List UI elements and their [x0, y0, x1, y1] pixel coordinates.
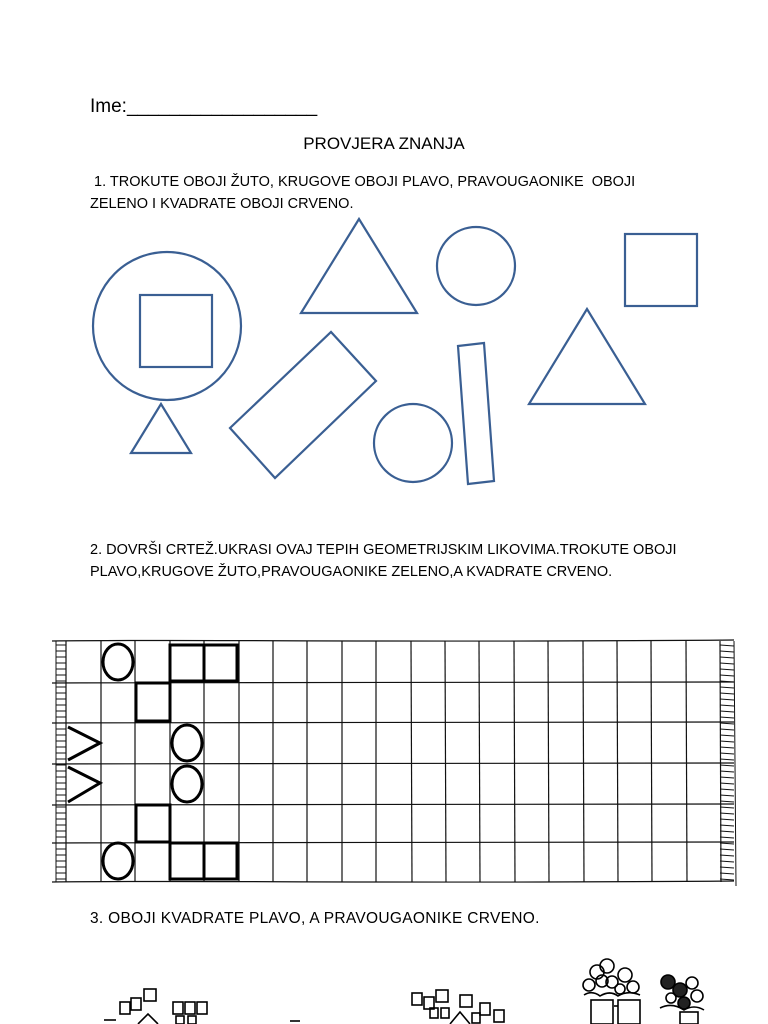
pattern-triangle-2[interactable]: [68, 767, 100, 802]
flower-pot-icon-2[interactable]: [660, 975, 704, 1024]
task-3-instructions: [90, 910, 540, 928]
fringe-right: [720, 867, 734, 868]
tilted-rectangle-shape[interactable]: [230, 332, 376, 478]
fringe-right: [720, 813, 734, 814]
top-circle-shape[interactable]: [437, 227, 515, 305]
grid-column-line: [479, 641, 480, 882]
grid-column-line: [686, 641, 687, 882]
fringe-right: [720, 705, 734, 706]
fringe-right: [720, 837, 734, 838]
fringe-right: [720, 675, 734, 676]
task-2-instructions: [90, 539, 677, 583]
grid-column-line: [583, 641, 584, 882]
large-circle-shape[interactable]: [93, 252, 241, 400]
grid-column-line: [514, 641, 515, 882]
fringe-right: [720, 687, 734, 688]
fringe-right: [720, 759, 734, 760]
pattern-circle-bottom[interactable]: [103, 843, 133, 879]
task-2-line-2: PLAVO,KRUGOVE ŽUTO,PRAVOUGAONIKE ZELENO,A KVADRATE CRVENO.: [90, 564, 613, 580]
fringe-right: [720, 843, 734, 844]
fringe-right: [720, 645, 734, 646]
pattern-square-row5[interactable]: [136, 805, 170, 842]
fringe-right: [720, 873, 734, 874]
fringe-right: [720, 657, 734, 658]
name-field-label[interactable]: Ime:__________________: [90, 96, 318, 117]
large-triangle-shape[interactable]: [301, 219, 417, 313]
fringe-right: [720, 789, 734, 790]
fringe-right: [720, 753, 734, 754]
fringe-right: [720, 717, 734, 718]
fringe-right: [720, 855, 734, 856]
small-triangle-shape[interactable]: [131, 404, 191, 453]
grid-row-line: [52, 640, 734, 641]
fringe-right: [720, 861, 734, 862]
fringe-right: [720, 699, 734, 700]
task-1-line-2: ZELENO I KVADRATE OBOJI CRVENO.: [90, 196, 354, 212]
fringe-right: [720, 663, 734, 664]
grid-row-line: [52, 842, 734, 843]
fringe-right: [720, 801, 734, 802]
page-title: PROVJERA ZNANJA: [303, 134, 465, 153]
grid-row-line: [52, 804, 734, 805]
grid-row-line: [52, 722, 734, 723]
pattern-circle-mid-1[interactable]: [172, 725, 202, 761]
fringe-right: [720, 681, 734, 682]
fringe-right: [720, 807, 734, 808]
pattern-triangle-1[interactable]: [68, 727, 100, 760]
task-2-line-1: 2. DOVRŠI CRTEŽ.UKRASI OVAJ TEPIH GEOMETRIJSKIM LIKOVIMA.TROKUTE OBOJI: [90, 542, 677, 558]
carpet-pattern: [68, 644, 237, 879]
fringe-right-edge: [734, 641, 736, 886]
pattern-circle-top[interactable]: [103, 644, 133, 680]
grid-column-line: [445, 641, 446, 882]
grid-column-line: [411, 641, 412, 882]
fringe-right: [720, 849, 734, 850]
fringe-right: [720, 831, 734, 832]
task-1-line-1: 1. TROKUTE OBOJI ŽUTO, KRUGOVE OBOJI PLAVO, PRAVOUGAONIKE OBOJI: [90, 174, 636, 190]
fringe-right: [720, 819, 734, 820]
fringe-right: [720, 795, 734, 796]
carpet-fringe: [56, 641, 736, 886]
fringe-right: [720, 825, 734, 826]
carpet-grid: [52, 640, 734, 882]
grid-column-line: [720, 641, 721, 882]
fringe-right: [720, 771, 734, 772]
grid-row-line: [52, 763, 734, 764]
pattern-rect-bottom[interactable]: [170, 843, 237, 879]
fringe-right: [720, 741, 734, 742]
fringe-right: [720, 669, 734, 670]
block-figure-right[interactable]: [412, 990, 504, 1024]
fringe-right: [720, 777, 734, 778]
fringe-right: [720, 747, 734, 748]
task-3-line-1: 3. OBOJI KVADRATE PLAVO, A PRAVOUGAONIKE CRVENO.: [90, 910, 540, 927]
top-right-square-shape[interactable]: [625, 234, 697, 306]
fringe-right: [720, 729, 734, 730]
fringe-right: [720, 723, 734, 724]
flower-pot-icon[interactable]: [583, 959, 640, 1024]
fringe-right: [720, 735, 734, 736]
fringe-right: [720, 651, 734, 652]
tall-rectangle-shape[interactable]: [458, 343, 494, 484]
grid-row-line: [52, 682, 734, 683]
grid-column-line: [617, 641, 618, 882]
grid-row-line: [52, 881, 734, 882]
task-1-instructions: [90, 171, 635, 215]
grid-column-line: [548, 641, 549, 882]
fringe-right: [720, 783, 734, 784]
fringe-right: [720, 765, 734, 766]
right-triangle-shape[interactable]: [529, 309, 645, 404]
pattern-rect-top[interactable]: [170, 645, 237, 681]
fringe-right: [720, 879, 734, 880]
square-in-circle-shape[interactable]: [140, 295, 212, 367]
pattern-square-row2[interactable]: [136, 683, 170, 721]
pattern-circle-mid-2[interactable]: [172, 766, 202, 802]
bottom-circle-shape[interactable]: [374, 404, 452, 482]
grid-column-line: [651, 641, 652, 882]
fringe-right: [720, 711, 734, 712]
fringe-right: [720, 693, 734, 694]
block-figure-left[interactable]: [104, 989, 207, 1024]
